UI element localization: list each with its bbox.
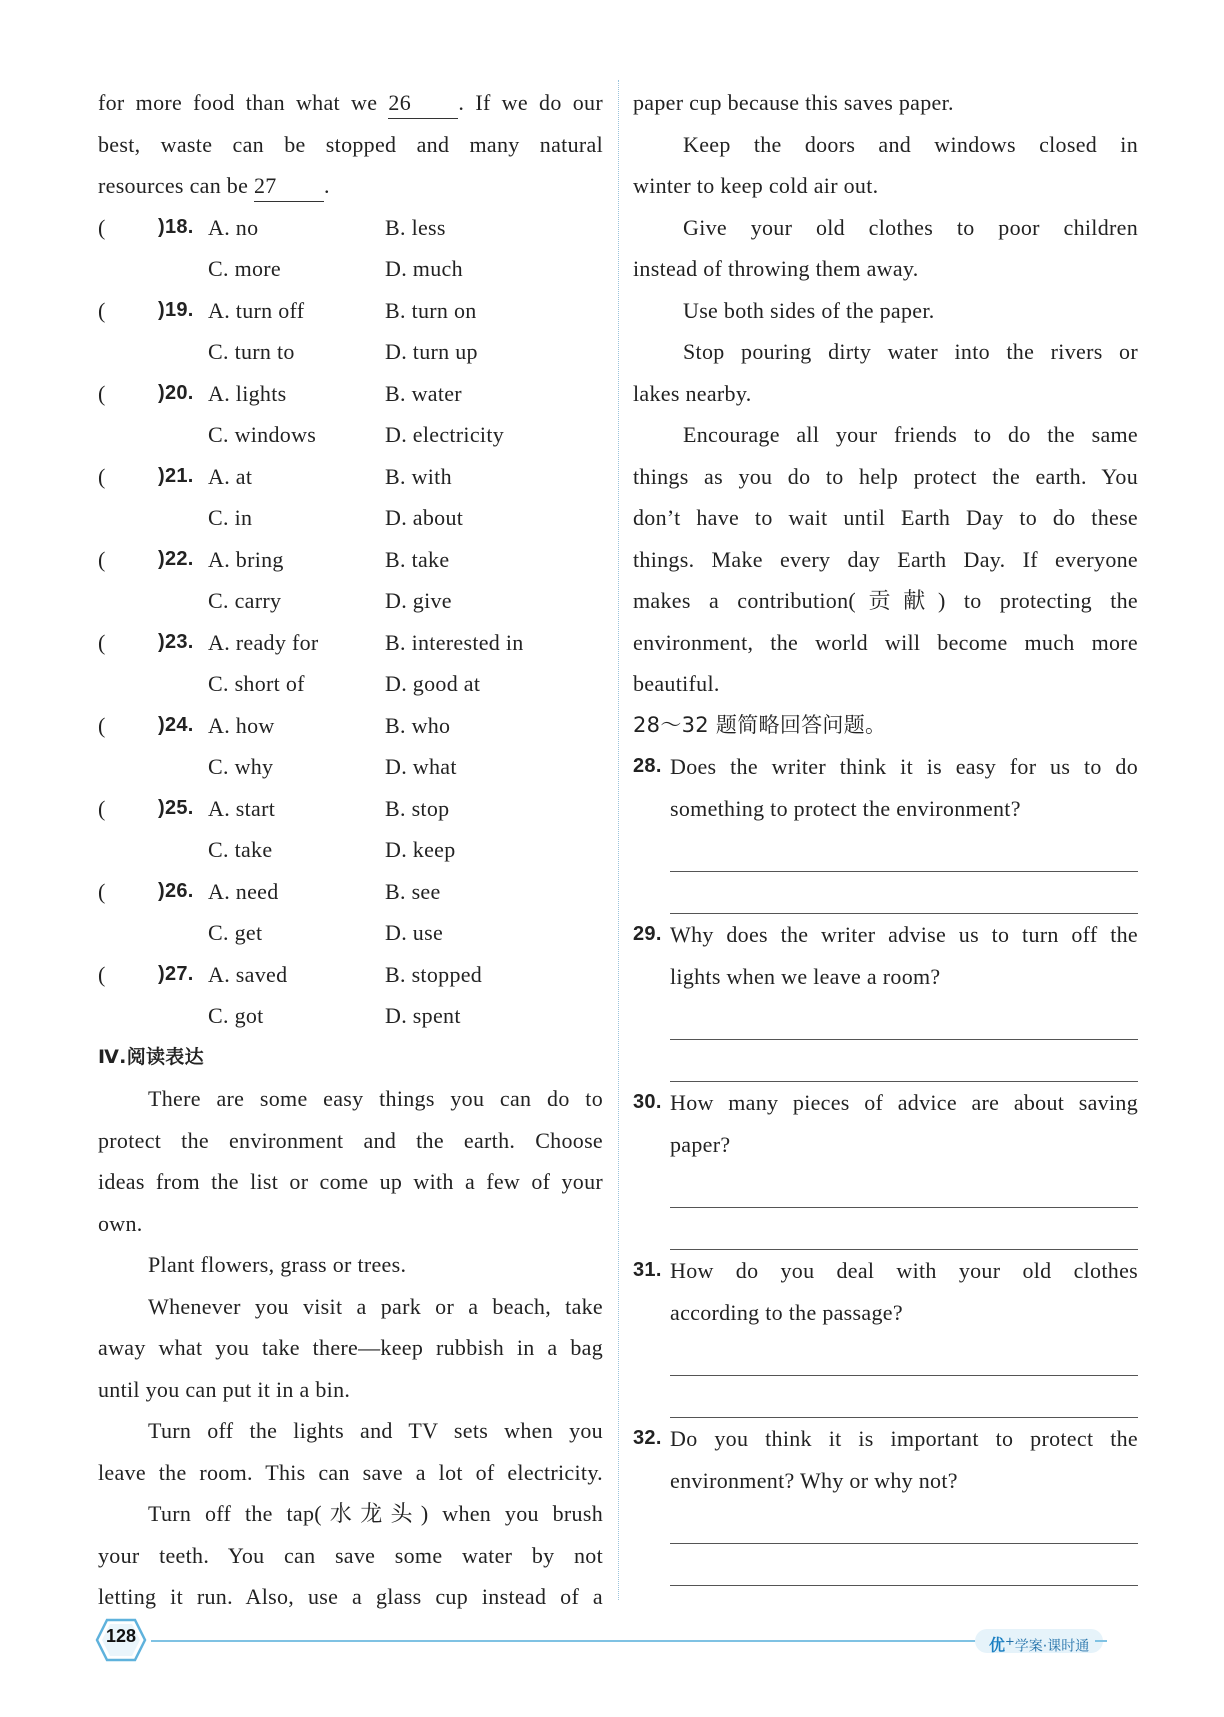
answer-bracket[interactable]: ( [98,629,106,655]
question-number: )25. [158,796,194,819]
option-a: A. ready for [208,629,319,655]
question-number: )26. [158,879,194,902]
choice-row [98,622,603,664]
paragraph-line: until you can put it in a bin. [98,1376,351,1402]
answer-line[interactable] [670,829,1138,872]
choice-row [98,373,603,415]
option-b: B. see [385,878,441,904]
paragraph-line: Keep the doors and windows closed in [683,131,1138,157]
option-d: D. what [385,754,457,779]
paragraph-line: There are some easy things you can do to [148,1086,603,1111]
paragraph-line: environment, the world will become much more [633,629,1138,655]
option-d: D. use [385,920,444,945]
option-a: A. turn off [208,297,305,323]
choice-row [98,456,603,498]
option-c: C. got [208,1003,264,1028]
answer-bracket[interactable]: ( [98,380,106,406]
cloze-line: for more food than what we 26 . If we do our [98,82,603,124]
question-number: )24. [158,713,194,736]
question-number: )27. [158,962,194,985]
footer-rule-end [1095,1640,1107,1642]
question-line [633,1460,1138,1502]
paragraph-line: makes a contribution(贡献) to protecting the [633,588,1138,613]
option-b: B. interested in [385,629,524,655]
question-text: Does the writer think it is easy for us to do [670,754,1138,779]
option-b: B. stopped [385,961,483,987]
question-text: lights when we leave a room? [670,963,941,989]
option-b: B. water [385,380,462,406]
option-a: A. saved [208,961,288,987]
choice-row-2 [208,912,603,954]
paragraph-line: paper cup because this saves paper. [633,90,954,115]
paragraph-line: Stop pouring dirty water into the rivers or [683,339,1138,364]
option-b: B. take [385,546,450,572]
instruction-text: 28～32 题简略回答问题。 [633,712,887,737]
blank-26: 26 [388,88,458,119]
paragraph-line: Turn off the lights and TV sets when you [148,1418,603,1443]
paragraph-line: letting it run. Also, use a glass cup instead of a [98,1584,603,1609]
paragraph-line: Whenever you visit a park or a beach, take [148,1293,603,1319]
answer-bracket[interactable]: ( [98,961,106,987]
paragraph-line: instead of throwing them away. [633,256,919,281]
question-number: 30. [633,1091,662,1113]
choice-row [98,871,603,913]
option-d: D. keep [385,837,456,862]
choice-row [98,207,603,249]
option-b: B. stop [385,795,450,821]
option-b: B. turn on [385,297,477,323]
answer-line[interactable] [670,1208,1138,1251]
question-line [633,1418,1138,1460]
page-footer [95,1618,1145,1662]
choice-row-2 [208,746,603,788]
question-text: according to the passage? [670,1299,903,1325]
question-number: 31. [633,1259,662,1281]
question-line [633,788,1138,830]
paragraph-line: ideas from the list or come up with a few of your [98,1169,603,1194]
question-number: )20. [158,381,194,404]
answer-line[interactable] [670,1501,1138,1544]
choice-row-2 [208,497,603,539]
option-a: A. bring [208,546,284,572]
answer-line[interactable] [670,1376,1138,1419]
paragraph-line: Give your old clothes to poor children [683,214,1138,240]
choice-row-2 [208,248,603,290]
question-number: )23. [158,630,194,653]
choice-row-2 [208,580,603,622]
answer-line[interactable] [670,1544,1138,1587]
page-number: 128 [106,1626,137,1646]
short-answer-item [633,746,1138,914]
paragraph-line: your teeth. You can save some water by not [98,1542,603,1568]
question-text: environment? Why or why not? [670,1467,958,1493]
paragraph-line: away what you take there—keep rubbish in a bag [98,1335,603,1360]
choice-row-2 [208,829,603,871]
option-c: C. in [208,505,253,530]
short-answer-questions [633,746,1138,1586]
option-d: D. spent [385,1003,461,1028]
question-number: 28. [633,755,662,777]
answer-line[interactable] [670,997,1138,1040]
option-b: B. with [385,463,452,489]
choice-questions [98,207,603,1037]
option-a: A. at [208,463,253,489]
choice-row [98,788,603,830]
option-d: D. good at [385,671,481,696]
option-a: A. start [208,795,276,821]
question-text: Why does the writer advise us to turn off the [670,922,1138,947]
option-d: D. electricity [385,422,505,447]
question-number: )21. [158,464,194,487]
choice-row-2 [208,414,603,456]
option-d: D. give [385,588,452,613]
column-divider [618,80,619,1600]
answer-line[interactable] [670,1333,1138,1376]
option-b: B. who [385,712,451,738]
option-d: D. about [385,505,464,530]
question-number: )18. [158,215,194,238]
blank-27: 27 [254,171,324,202]
choice-row [98,290,603,332]
option-c: C. more [208,256,281,281]
question-text: How do you deal with your old clothes [670,1258,1138,1283]
footer-rule [151,1640,1081,1642]
option-c: C. windows [208,422,317,447]
question-text: something to protect the environment? [670,795,1021,821]
paragraph-line: lakes nearby. [633,380,752,406]
answer-line[interactable] [670,1165,1138,1208]
short-answer-item [633,914,1138,1082]
section-title: Ⅳ.阅读表达 [98,1045,204,1068]
option-a: A. no [208,214,259,240]
short-answer-item [633,1082,1138,1250]
option-a: A. how [208,712,275,738]
paragraph-line: things. Make every day Earth Day. If everyone [633,546,1138,572]
paragraph-line: beautiful. [633,671,720,696]
choice-row-2 [208,331,603,373]
answer-bracket[interactable]: ( [98,795,106,821]
question-line [633,1082,1138,1124]
question-text: How many pieces of advice are about saving [670,1090,1138,1115]
question-text: paper? [670,1131,731,1157]
paragraph-line: don’t have to wait until Earth Day to do these [633,505,1138,530]
option-d: D. turn up [385,339,478,364]
paragraph-line: Encourage all your friends to do the same [683,422,1138,447]
question-line [633,1250,1138,1292]
option-c: C. carry [208,588,282,613]
answer-bracket[interactable]: ( [98,463,106,489]
option-a: A. lights [208,380,287,406]
answer-bracket[interactable]: ( [98,214,106,240]
question-number: 32. [633,1427,662,1449]
choice-row-2 [208,995,603,1037]
question-line [633,746,1138,788]
option-c: C. why [208,754,274,779]
left-column [98,82,603,1618]
paragraph-line: winter to keep cold air out. [633,173,879,198]
answer-bracket[interactable]: ( [98,546,106,572]
paragraph-line: protect the environment and the earth. Choose [98,1127,603,1153]
question-number: )22. [158,547,194,570]
question-line [633,1292,1138,1334]
short-answer-item [633,1250,1138,1418]
question-line [633,1124,1138,1166]
brand-logo: 优+学案·课时通 [975,1629,1103,1653]
cloze-line: best, waste can be stopped and many natural [98,131,603,157]
choice-row-2 [208,663,603,705]
right-column [633,82,1138,1586]
option-b: B. less [385,214,446,240]
option-c: C. short of [208,671,305,696]
short-answer-item [633,1418,1138,1586]
question-line [633,914,1138,956]
answer-line[interactable] [670,872,1138,915]
question-number: )19. [158,298,194,321]
question-line [633,956,1138,998]
answer-line[interactable] [670,1040,1138,1083]
option-c: C. turn to [208,339,295,364]
answer-bracket[interactable]: ( [98,878,106,904]
paragraph-line: leave the room. This can save a lot of electricity. [98,1459,603,1485]
option-a: A. need [208,878,279,904]
question-text: Do you think it is important to protect the [670,1426,1138,1451]
choice-row [98,539,603,581]
paragraph-line: Use both sides of the paper. [683,297,935,323]
paragraph-line: own. [98,1210,143,1236]
paragraph-line: Turn off the tap(水龙头) when you brush [148,1501,603,1526]
choice-row [98,954,603,996]
cloze-line: resources can be 27 . [98,165,603,207]
paragraph-line: Plant flowers, grass or trees. [148,1252,407,1277]
answer-bracket[interactable]: ( [98,297,106,323]
answer-bracket[interactable]: ( [98,712,106,738]
paragraph-line: things as you do to help protect the earth. You [633,463,1138,489]
option-d: D. much [385,256,463,281]
choice-row [98,705,603,747]
option-c: C. get [208,920,263,945]
question-number: 29. [633,923,662,945]
option-c: C. take [208,837,273,862]
